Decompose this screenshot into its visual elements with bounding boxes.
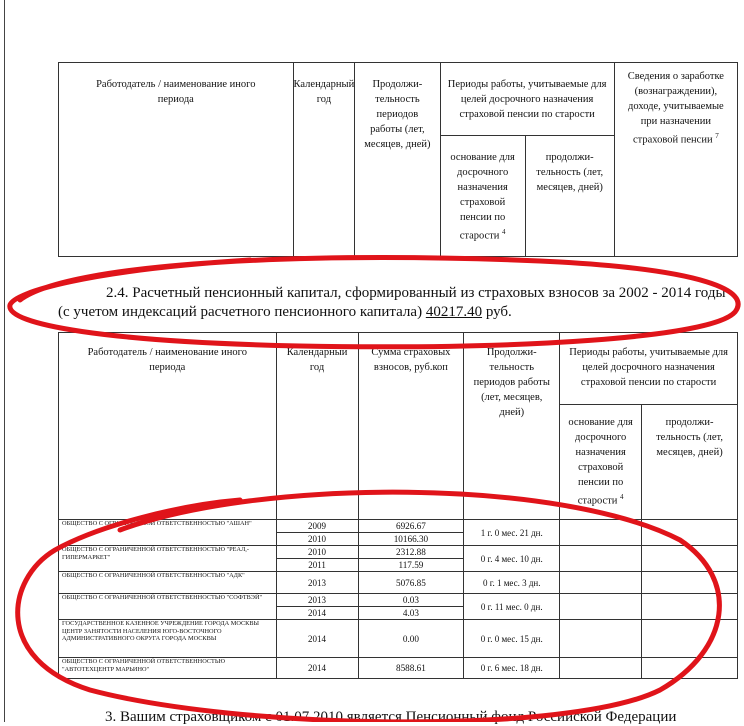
col-duration: Продолжи-тельность периодов работы (лет, месяцев, дней) bbox=[464, 333, 560, 520]
section-2-4: 2.4. Расчетный пенсионный капитал, сформированный из страховых взносов за 2002 - 2014 годы (с учетом индексаций расчетного пенсионного капитала) 40217.40 руб. bbox=[58, 285, 726, 320]
duration-cell: 0 г. 11 мес. 0 дн. bbox=[464, 594, 560, 620]
basis-cell bbox=[560, 572, 642, 594]
col-early-periods: Периоды работы, учитываемые для целей досрочного назначения страховой пенсии по старости bbox=[560, 333, 738, 405]
col-year: Календарный год bbox=[293, 63, 355, 257]
pension-capital-amount: 40217.40 bbox=[425, 304, 483, 320]
employer-cell: ОБЩЕСТВО С ОГРАНИЧЕННОЙ ОТВЕТСТВЕННОСТЬЮ "СОФТВЭЙ" bbox=[59, 594, 277, 620]
duration-cell: 0 г. 1 мес. 3 дн. bbox=[464, 572, 560, 594]
duration-cell: 0 г. 0 мес. 15 дн. bbox=[464, 620, 560, 658]
duration-cell: 0 г. 4 мес. 10 дн. bbox=[464, 546, 560, 572]
early-duration-cell bbox=[642, 620, 738, 658]
basis-cell bbox=[560, 546, 642, 572]
duration-cell: 0 г. 6 мес. 18 дн. bbox=[464, 658, 560, 679]
sum-cell: 0.00 bbox=[358, 620, 464, 658]
col-sum: Сумма страховых взносов, руб.коп bbox=[358, 333, 464, 520]
year-cell: 2014 bbox=[276, 658, 358, 679]
col-early-duration: продолжи-тельность (лет, месяцев, дней) bbox=[525, 136, 614, 257]
col-employer: Работодатель / наименование иного периода bbox=[59, 333, 277, 520]
sum-cell: 5076.85 bbox=[358, 572, 464, 594]
sum-cell: 10166.30 bbox=[358, 533, 464, 546]
basis-cell bbox=[560, 520, 642, 546]
col-basis: основание для досрочного назначения страховой пенсии по старости $^4$ bbox=[560, 405, 642, 520]
insurance-contributions-table bbox=[58, 332, 738, 679]
col-early-periods: Периоды работы, учитываемые для целей досрочного назначения страховой пенсии по старости bbox=[440, 63, 614, 136]
early-duration-cell bbox=[642, 520, 738, 546]
page-edge-line bbox=[4, 0, 5, 722]
year-cell: 2014 bbox=[276, 620, 358, 658]
early-duration-cell bbox=[642, 572, 738, 594]
employer-cell: ОБЩЕСТВО С ОГРАНИЧЕННОЙ ОТВЕТСТВЕННОСТЬЮ "АВТОТЕХЦЕНТР МАРЬИНО" bbox=[59, 658, 277, 679]
table-row bbox=[59, 594, 738, 607]
employer-cell: ГОСУДАРСТВЕННОЕ КАЗЕННОЕ УЧРЕЖДЕНИЕ ГОРОДА МОСКВЫ ЦЕНТР ЗАНЯТОСТИ НАСЕЛЕНИЯ ЮГО-ВОСТОЧНОГО АДМИНИСТРАТИВНОГО ОКРУГА ГОРОДА МОСКВЫ bbox=[59, 620, 277, 658]
table-row bbox=[59, 572, 738, 594]
year-cell: 2010 bbox=[276, 546, 358, 559]
employer-cell: ОБЩЕСТВО С ОГРАНИЧЕННОЙ ОТВЕТСТВЕННОСТЬЮ "РЕАЛ,-ГИПЕРМАРКЕТ" bbox=[59, 546, 277, 572]
sum-cell: 4.03 bbox=[358, 607, 464, 620]
col-basis: основание для досрочного назначения страховой пенсии по старости $^4$ bbox=[440, 136, 525, 257]
early-duration-cell bbox=[642, 546, 738, 572]
table-row bbox=[59, 620, 738, 658]
year-cell: 2014 bbox=[276, 607, 358, 620]
col-year: Календарный год bbox=[276, 333, 358, 520]
table-row bbox=[59, 546, 738, 559]
year-cell: 2009 bbox=[276, 520, 358, 533]
employer-cell: ОБЩЕСТВО С ОГРАНИЧЕННОЙ ОТВЕТСТВЕННОСТЬЮ "АШАН" bbox=[59, 520, 277, 546]
table-row bbox=[59, 658, 738, 679]
early-duration-cell bbox=[642, 658, 738, 679]
basis-cell bbox=[560, 658, 642, 679]
col-employer: Работодатель / наименование иного периода bbox=[59, 63, 294, 257]
sum-cell: 0.03 bbox=[358, 594, 464, 607]
sum-cell: 2312.88 bbox=[358, 546, 464, 559]
basis-cell bbox=[560, 620, 642, 658]
year-cell: 2010 bbox=[276, 533, 358, 546]
sum-cell: 117.59 bbox=[358, 559, 464, 572]
table-row bbox=[59, 520, 738, 533]
early-duration-cell bbox=[642, 594, 738, 620]
sum-cell: 6926.67 bbox=[358, 520, 464, 533]
year-cell: 2013 bbox=[276, 572, 358, 594]
duration-cell: 1 г. 0 мес. 21 дн. bbox=[464, 520, 560, 546]
col-earnings: Сведения о заработке (вознаграждении), доходе, учитываемые при назначении страховой пенсии $^7$ bbox=[614, 63, 737, 257]
year-cell: 2011 bbox=[276, 559, 358, 572]
col-duration: Продолжи-тельность периодов работы (лет, месяцев, дней) bbox=[355, 63, 440, 257]
basis-cell bbox=[560, 594, 642, 620]
col-early-duration: продолжи-тельность (лет, месяцев, дней) bbox=[642, 405, 738, 520]
sum-cell: 8588.61 bbox=[358, 658, 464, 679]
section-3-text: 3. Вашим страховщиком с 01.07.2010 является Пенсионный фонд Российской Федерации bbox=[105, 709, 677, 725]
year-cell: 2013 bbox=[276, 594, 358, 607]
work-periods-table bbox=[58, 62, 738, 257]
employer-cell: ОБЩЕСТВО С ОГРАНИЧЕННОЙ ОТВЕТСТВЕННОСТЬЮ "АДК" bbox=[59, 572, 277, 594]
